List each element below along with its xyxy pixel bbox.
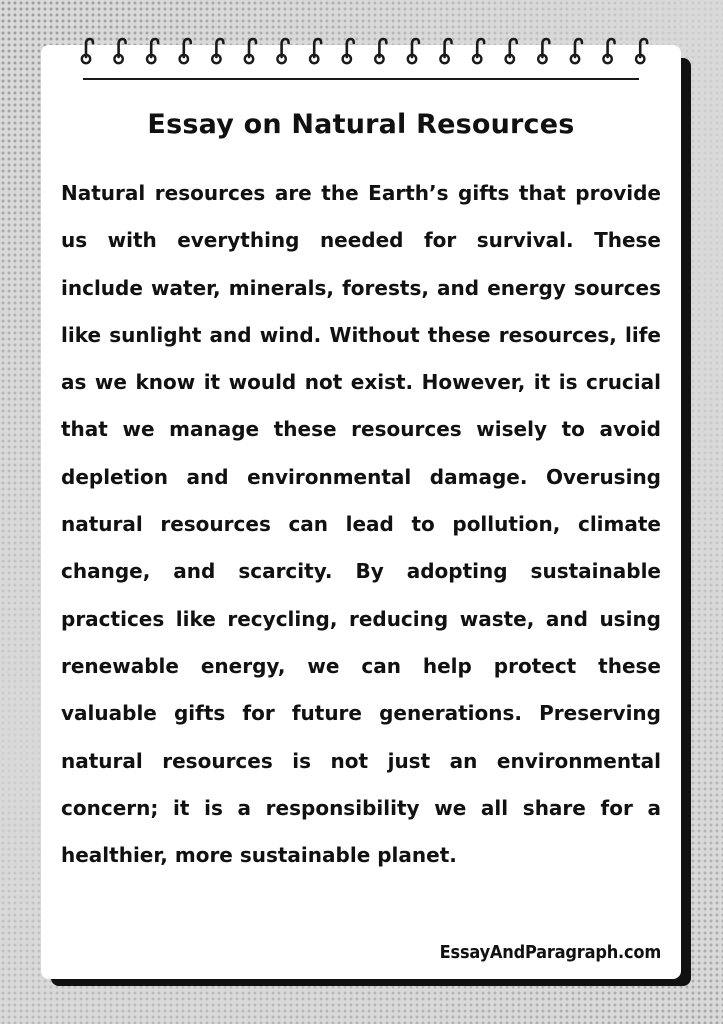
binding-ring bbox=[506, 39, 517, 63]
binding-ring bbox=[343, 39, 354, 63]
binding-ring bbox=[147, 39, 158, 63]
essay-body: Natural resources are the Earth’s gifts that provide us with everything needed for survival. These include water, minerals, forests, and energy sources like sunlight and wind. Without these resources, life as we know it would not exist. However, it is crucial that we manage these resources wisely to avoid depletion and environmental damage. Overusing natural resources can lead to pollution, climate change, and scarcity. By adopting sustainable practices like recycling, reducing waste, and using renewable energy, we can help protect these valuable gifts for future generations. Preserving natural resources is not just an environmental concern; it is a responsibility we all share for a healthier, more sustainable planet. bbox=[61, 181, 661, 868]
binding-ring bbox=[375, 39, 386, 63]
binding-ring bbox=[538, 39, 549, 63]
binding-ring bbox=[114, 39, 125, 63]
website-credit: EssayAndParagraph.com bbox=[439, 942, 661, 963]
binding-ring bbox=[212, 39, 223, 63]
page-title: Essay on Natural Resources bbox=[147, 109, 575, 140]
binding-ring bbox=[473, 39, 484, 63]
spiral-binding bbox=[41, 35, 681, 75]
binding-ring bbox=[82, 39, 93, 63]
binding-ring bbox=[440, 39, 451, 63]
binding-ring bbox=[636, 39, 647, 63]
top-rule-line bbox=[83, 78, 639, 80]
binding-ring bbox=[277, 39, 288, 63]
binding-ring bbox=[245, 39, 256, 63]
notebook-page bbox=[41, 45, 681, 979]
binding-ring bbox=[408, 39, 419, 63]
binding-ring bbox=[571, 39, 582, 63]
binding-ring bbox=[603, 39, 614, 63]
binding-ring bbox=[310, 39, 321, 63]
binding-ring bbox=[180, 39, 191, 63]
